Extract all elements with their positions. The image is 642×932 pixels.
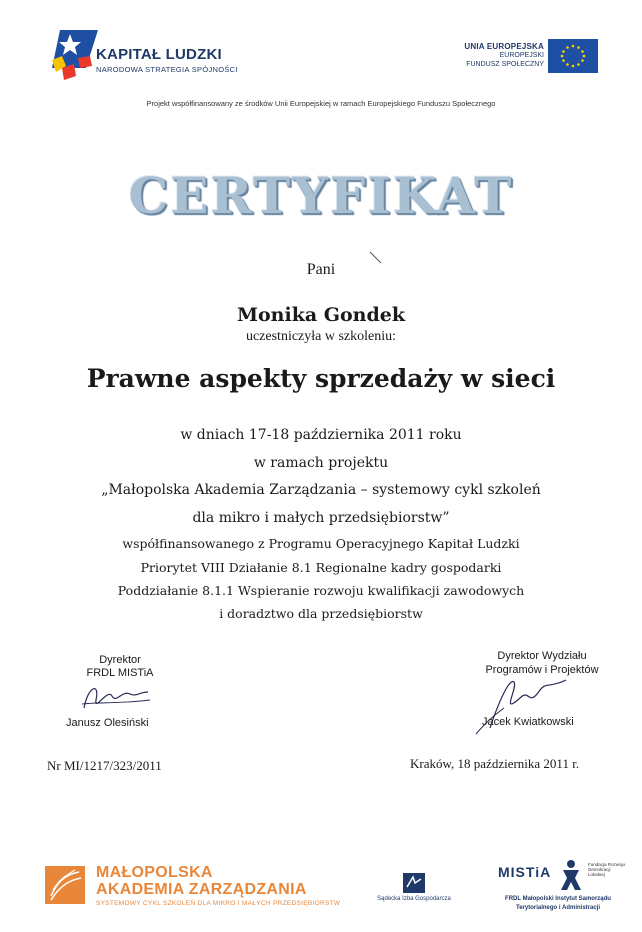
malopolska-akademia-logo-icon	[45, 866, 85, 904]
chamber-logo-icon	[403, 873, 425, 893]
left-signatory-name: Janusz Olesiński	[66, 717, 149, 729]
project-name-line-2: dla mikro i małych przedsiębiorstw”	[192, 510, 450, 526]
certificate-title: CERTYFIKAT	[128, 166, 514, 225]
cofinancing-note: Projekt współfinansowany ze środków Unii Europejskiej w ramach Europejskiego Funduszu Społecznego	[146, 99, 496, 108]
place-and-date: Kraków, 18 października 2011 r.	[410, 756, 580, 771]
mistia-institute-line-1: FRDL Małopolski Instytut Samorządu	[505, 896, 611, 902]
eu-label: UNIA EUROPEJSKA	[464, 42, 544, 51]
left-signature-icon	[78, 678, 158, 718]
mistia-institute-line-2: Terytorialnego i Administracji	[515, 905, 601, 911]
right-role-line-1: Dyrektor Wydziału	[497, 650, 587, 662]
program-subaction-2: i doradztwo dla przedsiębiorstw	[219, 606, 423, 621]
certificate-number: Nr MI/1217/323/2011	[47, 758, 162, 773]
program-cofinancing: współfinansowanego z Programu Operacyjnego Kapitał Ludzki	[122, 536, 520, 551]
recipient-name: Monika Gondek	[236, 304, 406, 326]
participation-text: uczestniczyła w szkoleniu:	[245, 329, 397, 344]
left-signatory-role	[60, 654, 180, 680]
eu-flag-icon	[548, 39, 598, 73]
eu-fund-label-2: FUNDUSZ SPOŁECZNY	[466, 61, 544, 68]
salutation: Pani	[306, 261, 336, 278]
project-intro: w ramach projektu	[253, 455, 389, 471]
course-title: Prawne aspekty sprzedaży w sieci	[86, 364, 556, 393]
chamber-name: Sądecka Izba Gospodarcza	[377, 896, 451, 902]
project-name-line-1: „Małopolska Akademia Zarządzania – systemowy cykl szkoleń	[101, 482, 541, 498]
kapital-ludzki-subtitle: NARODOWA STRATEGIA SPÓJNOŚCI	[96, 65, 238, 74]
program-priority: Priorytet VIII Działanie 8.1 Regionalne kadry gospodarki	[140, 560, 502, 575]
program-subaction-1: Poddziałanie 8.1.1 Wspieranie rozwoju kwalifikacji zawodowych	[117, 583, 525, 598]
map-title-line-1: MAŁOPOLSKA	[96, 864, 213, 881]
map-subtitle: SYSTEMOWY CYKL SZKOLEŃ DLA MIKRO I MAŁYCH PRZEDSIĘBIORSTW	[96, 900, 341, 907]
left-role-line-1: Dyrektor	[99, 654, 141, 666]
left-role-line-2: FRDL MISTiA	[86, 667, 154, 679]
right-signatory-name: Jacek Kwiatkowski	[482, 716, 574, 728]
course-dates: w dniach 17-18 października 2011 roku	[180, 427, 462, 443]
mistia-foundation-note: Fundacja Rozwoju Demokracji Lokalnej	[588, 862, 626, 877]
eu-fund-label-1: EUROPEJSKI	[499, 52, 544, 59]
kapital-ludzki-title: KAPITAŁ LUDZKI	[96, 46, 222, 63]
eu-logo-text	[464, 42, 544, 69]
mistia-logo-text: MISTiA	[498, 864, 552, 880]
right-role-line-2: Programów i Projektów	[485, 664, 599, 676]
map-title-line-2: AKADEMIA ZARZĄDZANIA	[96, 881, 307, 898]
